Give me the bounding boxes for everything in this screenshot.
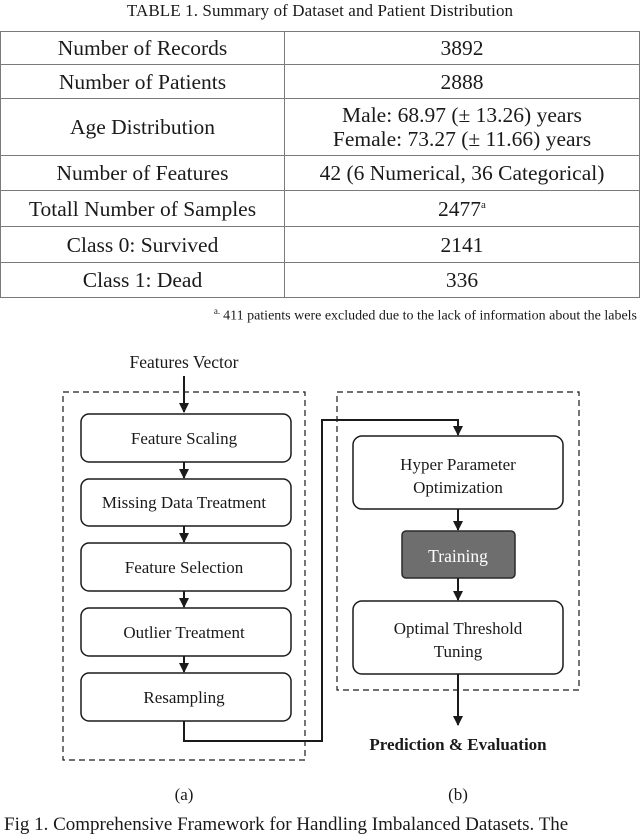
framework-diagram	[0, 340, 640, 810]
row-label: Number of Patients	[1, 65, 285, 99]
row-value	[285, 99, 640, 156]
row-value: 42 (6 Numerical, 36 Categorical)	[285, 156, 640, 191]
step-training-label: Training	[428, 546, 488, 566]
row-value: 2888	[285, 65, 640, 99]
table-row	[1, 65, 640, 99]
row-label: Class 1: Dead	[1, 263, 285, 298]
step-missing-data-label: Missing Data Treatment	[101, 493, 267, 512]
samples-value: 2477	[438, 196, 482, 221]
output-label: Prediction & Evaluation	[369, 735, 547, 754]
table-row	[1, 32, 640, 65]
step-hyperparameter-line2: Optimization	[413, 478, 503, 497]
panel-b-label: (b)	[448, 785, 468, 804]
row-value	[285, 191, 640, 227]
row-value: 3892	[285, 32, 640, 65]
step-threshold-line1: Optimal Threshold	[393, 619, 523, 638]
footnote-marker: a.	[213, 306, 221, 316]
table-row	[1, 156, 640, 191]
row-label: Totall Number of Samples	[1, 191, 285, 227]
summary-table	[0, 31, 640, 298]
table-row	[1, 99, 640, 156]
table-caption: TABLE 1. Summary of Dataset and Patient Distribution	[126, 1, 514, 20]
table-row	[1, 227, 640, 263]
step-resampling-label: Resampling	[143, 688, 225, 707]
age-male-value: Male: 68.97 (± 13.26) years	[342, 103, 582, 127]
table-footnote	[214, 306, 637, 325]
step-outlier-treatment-label: Outlier Treatment	[123, 623, 245, 642]
footnote-superscript: a	[481, 198, 486, 211]
age-female-value: Female: 73.27 (± 11.66) years	[332, 127, 592, 151]
row-label: Number of Records	[1, 32, 285, 65]
step-threshold-line2: Tuning	[433, 642, 483, 661]
table-row	[1, 191, 640, 227]
footnote-text: 411 patients were excluded due to the lack of information about the labels	[223, 308, 637, 324]
figure-caption: Fig 1. Comprehensive Framework for Handling Imbalanced Datasets. The	[4, 814, 569, 835]
row-value: 2141	[285, 227, 640, 263]
step-hyperparameter-line1: Hyper Parameter	[400, 455, 516, 474]
row-value: 336	[285, 263, 640, 298]
input-label: Features Vector	[129, 352, 239, 372]
step-feature-scaling-label: Feature Scaling	[130, 429, 238, 448]
step-feature-selection-label: Feature Selection	[124, 558, 244, 577]
row-label: Number of Features	[1, 156, 285, 191]
row-label: Age Distribution	[1, 99, 285, 156]
panel-a-label: (a)	[174, 785, 194, 804]
row-label: Class 0: Survived	[1, 227, 285, 263]
table-row	[1, 263, 640, 298]
